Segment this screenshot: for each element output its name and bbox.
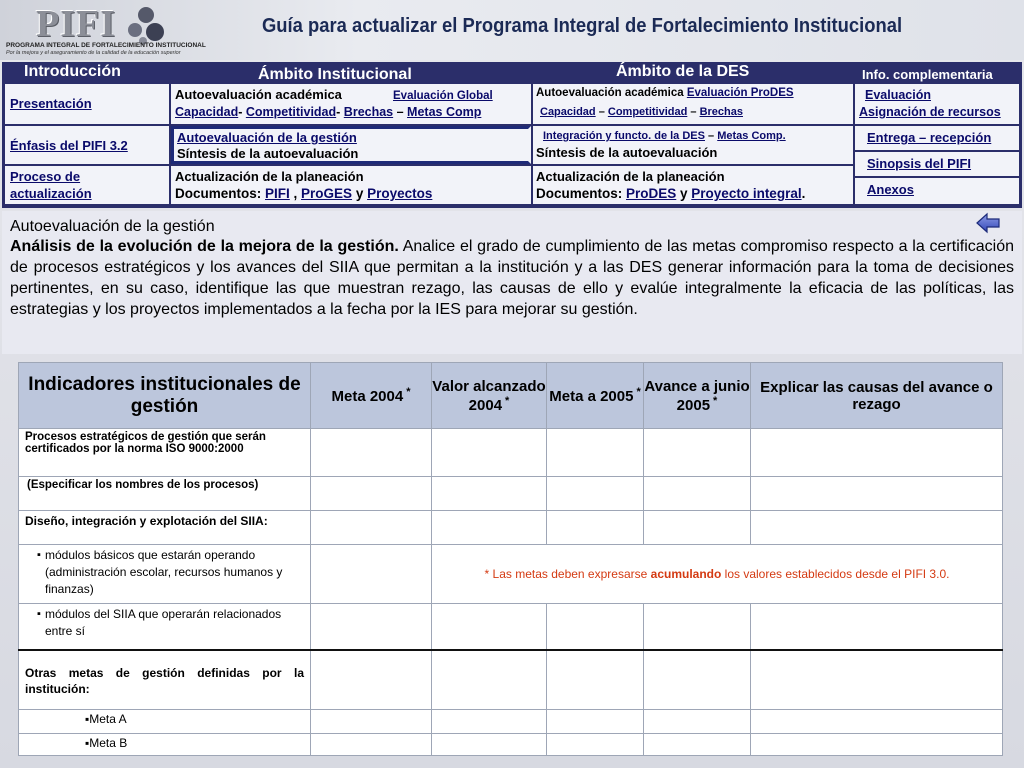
separator: – <box>595 106 608 118</box>
nav-proceso-link[interactable]: Proceso de <box>10 169 81 184</box>
actualizacion-planeacion-des-label: Actualización de la planeación <box>536 169 725 184</box>
asterisk: * <box>713 394 718 407</box>
navigation-grid <box>2 62 1022 208</box>
nav-cell-autoeval-gestion[interactable] <box>171 126 531 164</box>
cell-input[interactable] <box>432 734 547 756</box>
nav-cell-autoeval-academica-des <box>533 84 853 124</box>
separator: - <box>336 105 344 119</box>
evaluacion-prodes-link[interactable]: Evaluación ProDES <box>686 87 794 99</box>
integracion-functo-link[interactable]: Integración y functo. de la DES <box>543 130 705 142</box>
logo-wordmark: PIFI <box>36 3 116 45</box>
cell-input[interactable] <box>547 477 644 511</box>
documentos-label: Documentos: <box>175 186 266 201</box>
autoeval-academica-des-label: Autoevaluación académica <box>536 87 687 99</box>
proges-link[interactable]: ProGES <box>301 186 353 201</box>
meta-b-label: Meta B <box>89 736 128 750</box>
cell-input[interactable] <box>644 477 751 511</box>
capacidad-des-link[interactable]: Capacidad <box>540 106 596 118</box>
anexos-link[interactable]: Anexos <box>867 182 914 197</box>
nav-cell-autoeval-academica-inst <box>171 84 531 124</box>
nav-cell-actualizacion-inst <box>171 166 531 204</box>
nav-enfasis-link[interactable]: Énfasis del PIFI 3.2 <box>10 138 128 153</box>
band-ambito-institucional[interactable]: Ámbito Institucional <box>258 66 412 83</box>
cell-input[interactable] <box>751 650 1003 710</box>
indicators-table <box>18 362 1003 756</box>
asignacion-recursos-link[interactable]: Asignación de recursos <box>859 105 1001 119</box>
cell-input[interactable] <box>644 734 751 756</box>
competitividad-des-link[interactable]: Competitividad <box>607 106 688 118</box>
cell-input[interactable] <box>644 710 751 734</box>
row-modulos-relacionados: ▪ módulos del SIIA que operarán relacionados entre sí <box>19 604 311 650</box>
nav-cell-proceso[interactable] <box>5 166 169 204</box>
row-meta-a: ▪Meta A <box>19 710 311 734</box>
proyecto-integral-link[interactable]: Proyecto integral <box>691 186 802 201</box>
brechas-link[interactable]: Brechas <box>343 105 394 119</box>
actualizacion-planeacion-inst-label: Actualización de la planeación <box>175 169 364 184</box>
metas-comp-link[interactable]: Metas Comp <box>407 105 482 119</box>
nav-cell-enfasis[interactable] <box>5 126 169 164</box>
band-ambito-des[interactable]: Ámbito de la DES <box>616 63 750 80</box>
inst-documentos <box>175 186 432 201</box>
sinopsis-link[interactable]: Sinopsis del PIFI <box>867 156 972 171</box>
description-panel <box>2 211 1022 354</box>
asterisk: * <box>406 386 411 398</box>
nav-actualizacion-link[interactable]: actualización <box>10 186 92 201</box>
metas-comp-des-link[interactable]: Metas Comp. <box>717 130 786 142</box>
row-modulos-basicos: ▪ módulos básicos que estarán operando (administración escolar, recursos humanos y finanzas) <box>19 545 311 604</box>
header-valor-alcanzado-text: Valor alcanzado 2004 <box>432 377 546 414</box>
separator: - <box>238 105 246 119</box>
nav-presentacion-link[interactable]: Presentación <box>10 96 92 111</box>
cell-input[interactable] <box>311 511 432 545</box>
cell-input[interactable] <box>311 477 432 511</box>
table-row <box>19 429 1003 477</box>
cell-input[interactable] <box>311 604 432 650</box>
autoeval-gestion-link[interactable]: Autoevaluación de la gestión <box>177 130 357 145</box>
cell-input[interactable] <box>644 650 751 710</box>
row-procesos-estrategicos: Procesos estratégicos de gestión que serán certificados por la norma ISO 9000:2000 <box>19 429 311 477</box>
separator: y <box>676 186 692 201</box>
table-row <box>19 545 1003 604</box>
band-introduccion[interactable]: Introducción <box>24 63 121 80</box>
logo-dots-icon <box>126 6 166 46</box>
cell-input[interactable] <box>547 429 644 477</box>
sintesis-autoeval-des-label: Síntesis de la autoevaluación <box>536 145 718 160</box>
table-row <box>19 710 1003 734</box>
asterisk: * <box>505 394 510 407</box>
cell-input[interactable] <box>751 710 1003 734</box>
asterisk: * <box>636 386 641 398</box>
des-row2-a <box>543 130 786 142</box>
cell-input[interactable] <box>644 429 751 477</box>
page-title: Guía para actualizar el Programa Integral de Fortalecimiento Institucional <box>262 15 903 37</box>
cell-input[interactable] <box>432 604 547 650</box>
evaluacion-link[interactable]: Evaluación <box>865 88 931 102</box>
cell-input[interactable] <box>751 511 1003 545</box>
brechas-des-link[interactable]: Brechas <box>699 106 743 118</box>
separator: , <box>289 186 302 201</box>
row-diseno-siia: Diseño, integración y explotación del SIIA: <box>19 511 311 545</box>
cell-input[interactable] <box>432 511 547 545</box>
cell-input[interactable] <box>432 429 547 477</box>
cell-input[interactable] <box>751 429 1003 477</box>
accumulation-note <box>432 545 1003 604</box>
cell-input[interactable] <box>547 710 644 734</box>
cell-input[interactable] <box>311 545 432 604</box>
cell-input[interactable] <box>432 477 547 511</box>
nav-cell-presentacion[interactable] <box>5 84 169 124</box>
separator: – <box>687 106 700 118</box>
autoeval-academica-label: Autoevaluación académica <box>175 87 342 102</box>
header-meta-2004-text: Meta 2004 <box>331 388 404 405</box>
cell-input[interactable] <box>751 604 1003 650</box>
separator: y <box>352 186 368 201</box>
des-row1-a <box>536 87 794 99</box>
nav-cell-sinopsis[interactable] <box>855 152 1019 176</box>
cell-input[interactable] <box>311 429 432 477</box>
row-especificar-procesos: (Especificar los nombres de los procesos) <box>19 477 311 511</box>
cell-input[interactable] <box>432 650 547 710</box>
header-valor-alcanzado <box>432 363 547 429</box>
separator: . <box>801 186 806 201</box>
pifi-link[interactable]: PIFI <box>265 186 290 201</box>
cell-input[interactable] <box>751 477 1003 511</box>
cell-input[interactable] <box>547 511 644 545</box>
cell-input[interactable] <box>311 734 432 756</box>
description-title: Autoevaluación de la gestión <box>10 218 215 235</box>
row-otras-metas: Otras metas de gestión definidas por la institución: <box>19 650 311 710</box>
documentos-des-label: Documentos: <box>536 186 627 201</box>
description-lead: Análisis de la evolución de la mejora de la gestión. <box>10 238 399 255</box>
prodes-link[interactable]: ProDES <box>626 186 677 201</box>
cell-input[interactable] <box>432 710 547 734</box>
header <box>0 0 1024 60</box>
table-row <box>19 477 1003 511</box>
nav-cell-actualizacion-des <box>533 166 853 204</box>
nav-cell-evaluacion[interactable] <box>855 84 1019 124</box>
sintesis-autoeval-inst-label: Síntesis de la autoevaluación <box>177 146 359 161</box>
note-text-post: los valores establecidos desde el PIFI 3.0. <box>721 566 950 581</box>
table-row <box>19 604 1003 650</box>
header-meta-2005 <box>547 363 644 429</box>
meta-a-label: Meta A <box>89 712 127 726</box>
cell-input[interactable] <box>644 604 751 650</box>
note-text-bold: acumulando <box>650 566 722 581</box>
table-header-row <box>19 363 1003 429</box>
separator: – <box>704 130 718 142</box>
cell-input[interactable] <box>311 650 432 710</box>
band-info-complementaria[interactable]: Info. complementaria <box>862 67 993 82</box>
logo-tagline: PROGRAMA INTEGRAL DE FORTALECIMIENTO INSTITUCIONAL <box>6 42 206 49</box>
cell-input[interactable] <box>311 710 432 734</box>
description-body <box>10 236 1014 320</box>
pifi-logo <box>6 2 206 58</box>
table-row <box>19 734 1003 756</box>
description-text: Analice el grado de cumplimiento de las metas compromiso respecto a la certificación de procesos estratégicos y los avances del SIIA que permitan a la institución y a las DES generar información para la toma de decisiones pertinentes, en su caso, identifique las que muestran rezago, las causas de ello y evalúe integralmente la eficacia de las políticas, las estrategias y los proyectos implementados a la fecha por la IES para mejorar su gestión. <box>10 238 1014 318</box>
header-indicadores: Indicadores institucionales de gestión <box>19 363 311 429</box>
nav-cell-entrega[interactable] <box>855 126 1019 150</box>
entrega-recepcion-link[interactable]: Entrega – recepción <box>867 130 992 145</box>
cell-input[interactable] <box>751 734 1003 756</box>
table-row <box>19 511 1003 545</box>
cell-input[interactable] <box>547 604 644 650</box>
cell-input[interactable] <box>547 650 644 710</box>
proyectos-link[interactable]: Proyectos <box>367 186 433 201</box>
header-explicar-causas: Explicar las causas del avance o rezago <box>751 363 1003 429</box>
nav-cell-anexos[interactable] <box>855 178 1019 204</box>
nav-cell-integracion-des <box>533 126 853 164</box>
des-documentos <box>536 186 805 201</box>
capacidad-link[interactable]: Capacidad <box>175 105 239 119</box>
logo-subtagline: Por la mejora y el aseguramiento de la calidad de la educación superior <box>6 50 181 56</box>
note-text-pre: * Las metas deben expresarse <box>484 566 651 581</box>
cell-input[interactable] <box>644 511 751 545</box>
des-row1-b <box>540 106 743 118</box>
separator: – <box>393 105 408 119</box>
evaluacion-global-link[interactable]: Evaluación Global <box>393 90 493 102</box>
cell-input[interactable] <box>547 734 644 756</box>
competitividad-link[interactable]: Competitividad <box>245 105 337 119</box>
table-row <box>19 650 1003 710</box>
back-arrow-icon[interactable] <box>976 212 1000 234</box>
inst-row1-links <box>175 105 481 119</box>
header-avance-junio-text: Avance a junio 2005 <box>644 377 750 414</box>
header-meta-2004 <box>311 363 432 429</box>
row-meta-b: ▪Meta B <box>19 734 311 756</box>
header-avance-junio <box>644 363 751 429</box>
header-meta-2005-text: Meta a 2005 <box>549 388 634 405</box>
